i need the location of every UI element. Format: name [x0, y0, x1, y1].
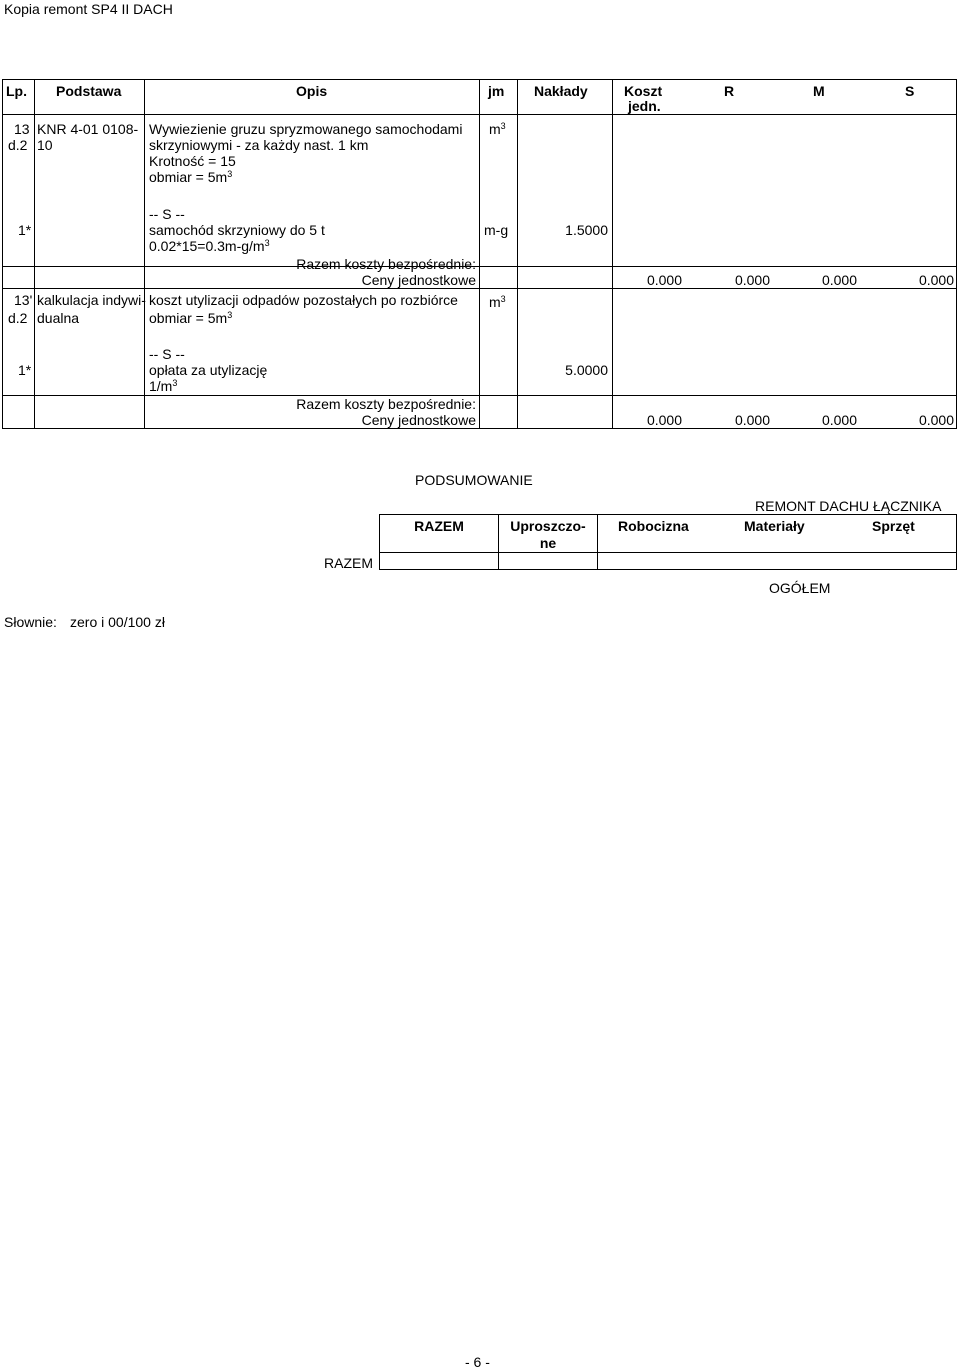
header-lp: Lp. [6, 83, 27, 99]
summary-header-razem: RAZEM [414, 518, 464, 534]
summary-header-uproszczone: Uproszczo- [510, 518, 586, 534]
ceny-koszt: 0.000 [646, 412, 682, 428]
section-label: -- S -- [149, 206, 185, 222]
section-label: -- S -- [149, 346, 185, 362]
opis-line-3: Krotność = 15 [149, 153, 236, 169]
resource-naklady: 1.5000 [565, 222, 608, 238]
ceny-label: Ceny jednostkowe [361, 412, 476, 428]
razem-label: Razem koszty bezpośrednie: [296, 256, 476, 272]
resource-formula: $0.02*15=0.3m-g/m^3$ [149, 238, 270, 254]
ceny-m: 0.000 [821, 412, 857, 428]
ceny-s: 0.000 [918, 272, 954, 288]
slownie-value: zero i 00/100 zł [70, 614, 165, 630]
opis: koszt utylizacji odpadów pozostałych po rozbiórce [149, 292, 458, 308]
resource-naklady: 5.0000 [565, 362, 608, 378]
ceny-label: Ceny jednostkowe [361, 272, 476, 288]
summary-subtitle: REMONT DACHU ŁĄCZNIKA [755, 498, 942, 514]
ceny-s: 0.000 [918, 412, 954, 428]
jm: $m^3$ [489, 121, 506, 137]
resource-jm: m-g [484, 222, 509, 238]
obmiar: obmiar = $5m^3$ [149, 310, 233, 326]
lp: 13' [14, 292, 33, 308]
document-title: Kopia remont SP4 II DACH [4, 1, 173, 17]
summary-header-sprzet: Sprzęt [872, 518, 915, 534]
summary-title: PODSUMOWANIE [415, 472, 533, 488]
podstawa: kalkulacja indywi- [37, 292, 146, 308]
header-r: R [724, 83, 735, 99]
ceny-r: 0.000 [734, 412, 770, 428]
razem-label: Razem koszty bezpośrednie: [296, 396, 476, 412]
header-koszt: Koszt [624, 83, 663, 99]
page-number: - 6 - [465, 1354, 490, 1370]
header-jm: jm [488, 83, 505, 99]
jm: $m^3$ [489, 294, 506, 310]
slownie-label: Słownie: [4, 614, 57, 630]
resource-unit: $1/m^3$ [149, 378, 178, 394]
header-jedn: jedn. [628, 98, 661, 114]
lp-suffix: d.2 [8, 137, 28, 153]
summary-header-robocizna: Robocizna [618, 518, 689, 534]
header-opis: Opis [296, 83, 328, 99]
summary-ogolem: OGÓŁEM [769, 580, 831, 596]
ceny-r: 0.000 [734, 272, 770, 288]
header-podstawa: Podstawa [56, 83, 122, 99]
lp: 13 [14, 121, 30, 137]
podstawa-cont: 10 [37, 137, 53, 153]
ceny-m: 0.000 [821, 272, 857, 288]
resource-desc: samochód skrzyniowy do 5 t [149, 222, 325, 238]
sub-lp: 1* [18, 222, 32, 238]
summary-header-uproszczone-cont: ne [539, 535, 557, 551]
sub-lp: 1* [18, 362, 32, 378]
summary-header-materialy: Materiały [744, 518, 805, 534]
resource-desc: opłata za utylizację [149, 362, 268, 378]
podstawa: KNR 4-01 0108- [37, 121, 139, 137]
podstawa-cont: dualna [37, 310, 80, 326]
ceny-koszt: 0.000 [646, 272, 682, 288]
obmiar: obmiar = $5m^3$ [149, 169, 233, 185]
opis-line-2: skrzyniowymi - za każdy nast. 1 km [149, 137, 369, 153]
summary-row-label: RAZEM [324, 555, 373, 571]
header-m: M [813, 83, 825, 99]
header-naklady: Nakłady [534, 83, 588, 99]
header-s: S [905, 83, 915, 99]
lp-suffix: d.2 [8, 310, 28, 326]
opis: Wywiezienie gruzu spryzmowanego samochodami [149, 121, 463, 137]
